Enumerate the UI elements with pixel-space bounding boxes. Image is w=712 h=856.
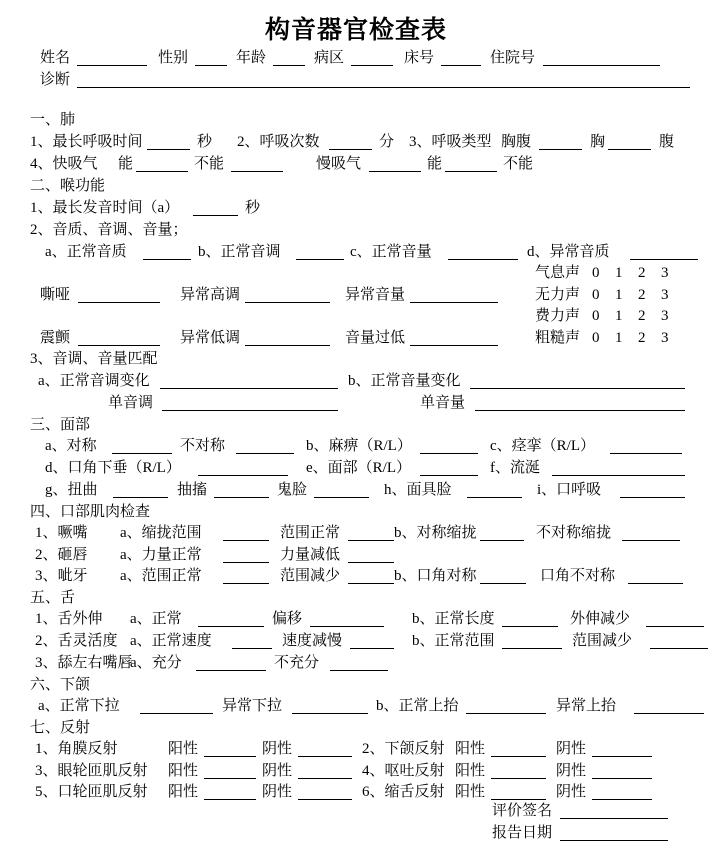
fill-blank[interactable]	[650, 633, 708, 649]
field-label: 秒	[197, 134, 213, 150]
fill-blank[interactable]	[560, 803, 668, 819]
fill-blank[interactable]	[480, 568, 526, 584]
fill-blank[interactable]	[491, 784, 546, 800]
field-label: 三、面部	[30, 417, 91, 433]
field-label: 异常下拉	[222, 698, 283, 714]
field-label: 鬼脸	[277, 482, 308, 498]
field-label: a、缩拢范围	[120, 525, 202, 541]
report-date-row	[0, 823, 712, 844]
fill-blank[interactable]	[560, 825, 668, 841]
field-label: a、正常音质	[45, 244, 127, 260]
field-label: a、正常	[130, 611, 182, 627]
field-label: 2、砸唇	[35, 547, 88, 563]
fill-blank[interactable]	[162, 395, 338, 411]
field-label: 异常音量	[345, 287, 406, 303]
fill-blank[interactable]	[630, 244, 698, 260]
fill-blank[interactable]	[314, 482, 369, 498]
fill-blank[interactable]	[298, 741, 352, 757]
fill-blank[interactable]	[410, 287, 498, 303]
form-title: 构音器官检查表	[264, 17, 447, 44]
field-label: 1、最长呼吸时间	[30, 134, 143, 150]
fill-blank[interactable]	[112, 438, 172, 454]
field-label: 阴性	[556, 763, 587, 779]
fill-blank[interactable]	[622, 525, 680, 541]
field-label: 姓名	[40, 50, 71, 66]
fill-blank[interactable]	[420, 460, 478, 476]
fill-blank[interactable]	[608, 134, 651, 150]
fill-blank[interactable]	[310, 611, 384, 627]
field-label: 3、音调、音量匹配	[30, 351, 158, 367]
field-label: 异常高调	[180, 287, 241, 303]
rating-option[interactable]: 3	[661, 308, 669, 324]
fill-blank[interactable]	[348, 547, 394, 563]
field-label: 2、舌灵活度	[35, 633, 118, 649]
fill-blank[interactable]	[348, 525, 394, 541]
field-label: 五、舌	[30, 590, 76, 606]
fill-blank[interactable]	[634, 698, 704, 714]
fill-blank[interactable]	[502, 633, 562, 649]
field-label: 范围减少	[572, 633, 633, 649]
section-1-lungs-heading	[0, 110, 712, 131]
field-label: 性别	[158, 50, 189, 66]
field-label: a、对称	[45, 438, 97, 454]
fill-blank[interactable]	[445, 156, 497, 172]
field-label: a、正常速度	[130, 633, 212, 649]
rating-option[interactable]: 3	[661, 287, 669, 303]
fill-blank[interactable]	[448, 244, 518, 260]
field-label: 阴性	[262, 784, 293, 800]
field-label: 音量过低	[345, 330, 406, 346]
field-label: 床号	[404, 50, 435, 66]
fill-blank[interactable]	[77, 72, 690, 88]
field-label: 报告日期	[492, 825, 553, 841]
field-label: 震颤	[40, 330, 71, 346]
field-label: 阴性	[262, 741, 293, 757]
field-label: 秒	[245, 200, 261, 216]
rating-option[interactable]: 1	[615, 308, 623, 324]
field-label: 能	[427, 156, 443, 172]
field-label: 不对称	[180, 438, 226, 454]
rating-option[interactable]: 0	[592, 265, 600, 281]
field-label: 2、呼吸次数	[237, 134, 320, 150]
field-label: 无力声	[535, 287, 581, 303]
field-label: 粗糙声	[535, 330, 581, 346]
pitch-volume-match-heading	[0, 349, 712, 370]
fill-blank[interactable]	[628, 568, 683, 584]
show-teeth-row	[0, 566, 712, 587]
field-label: a、范围正常	[120, 568, 202, 584]
fill-blank[interactable]	[410, 330, 498, 346]
fill-blank[interactable]	[236, 438, 294, 454]
field-label: 范围减少	[280, 568, 341, 584]
field-label: 阴性	[556, 741, 587, 757]
field-label: b、麻痹（R/L）	[306, 438, 412, 454]
fill-blank[interactable]	[502, 611, 558, 627]
hoarse-row	[0, 285, 712, 306]
field-label: 1、舌外伸	[35, 611, 103, 627]
field-label: 年龄	[236, 50, 267, 66]
fill-blank[interactable]	[610, 438, 682, 454]
field-label: 阴性	[262, 763, 293, 779]
fill-blank[interactable]	[592, 784, 652, 800]
field-label: 不能	[194, 156, 225, 172]
fill-blank[interactable]	[552, 460, 685, 476]
fill-blank[interactable]	[441, 50, 481, 66]
fill-blank[interactable]	[195, 50, 227, 66]
field-label: 气息声	[535, 265, 581, 281]
rating-option[interactable]: 0	[592, 330, 600, 346]
field-label: 嘶哑	[40, 287, 71, 303]
fill-blank[interactable]	[369, 156, 421, 172]
max-phonation-time-row	[0, 198, 712, 219]
field-label: 能	[118, 156, 134, 172]
field-label: 分	[379, 134, 395, 150]
field-label: 3、呲牙	[35, 568, 88, 584]
field-label: 阳性	[168, 741, 199, 757]
field-label: 不对称缩拢	[536, 525, 612, 541]
field-label: b、正常音调	[198, 244, 281, 260]
section-4-oral-muscles-heading	[0, 502, 712, 523]
fill-blank[interactable]	[193, 200, 238, 216]
field-label: 力量减低	[280, 547, 341, 563]
rating-option[interactable]: 0	[592, 287, 600, 303]
breathy-voice-rating-row	[0, 263, 712, 284]
field-label: 3、舔左右嘴唇	[35, 655, 133, 671]
field-label: 5、口轮匝肌反射	[35, 784, 148, 800]
diagnosis-row	[0, 70, 712, 91]
face-symmetry-row	[0, 436, 712, 457]
fill-blank[interactable]	[329, 134, 372, 150]
field-label: a、正常音调变化	[38, 373, 150, 389]
tremor-row	[0, 328, 712, 349]
fill-blank[interactable]	[143, 244, 191, 260]
field-label: 二、喉功能	[30, 178, 106, 194]
fill-blank[interactable]	[78, 287, 160, 303]
reflex-row-3	[0, 782, 712, 803]
fill-blank[interactable]	[147, 134, 190, 150]
fill-blank[interactable]	[136, 156, 188, 172]
fill-blank[interactable]	[480, 525, 524, 541]
fill-blank[interactable]	[232, 633, 272, 649]
field-label: 2、音质、音调、音量；	[30, 222, 188, 238]
fill-blank[interactable]	[198, 460, 288, 476]
field-label: 速度减慢	[282, 633, 343, 649]
pout-row	[0, 523, 712, 544]
field-label: b、正常音量变化	[348, 373, 461, 389]
jaw-row	[0, 696, 712, 717]
lungs-inhale-row	[0, 154, 712, 175]
field-label: a、正常下拉	[38, 698, 120, 714]
field-label: b、口角对称	[394, 568, 477, 584]
fill-blank[interactable]	[245, 330, 330, 346]
field-label: d、异常音质	[527, 244, 610, 260]
fill-blank[interactable]	[351, 50, 393, 66]
field-label: 住院号	[490, 50, 536, 66]
field-label: 1、噘嘴	[35, 525, 88, 541]
fill-blank[interactable]	[491, 741, 546, 757]
voice-quality-heading	[0, 220, 712, 241]
fill-blank[interactable]	[330, 655, 388, 671]
face-droop-row	[0, 458, 712, 479]
reflex-row-2	[0, 761, 712, 782]
field-label: 腹	[659, 134, 675, 150]
tongue-agility-row	[0, 631, 712, 652]
field-label: 4、呕吐反射	[362, 763, 445, 779]
fill-blank[interactable]	[543, 50, 660, 66]
lick-lips-row	[0, 653, 712, 674]
field-label: a、力量正常	[120, 547, 202, 563]
tongue-protrusion-row	[0, 609, 712, 630]
lungs-breathing-row	[0, 132, 712, 153]
fill-blank[interactable]	[231, 156, 283, 172]
reflex-row-1	[0, 739, 712, 760]
fill-blank[interactable]	[466, 698, 546, 714]
field-label: 范围正常	[280, 525, 341, 541]
field-label: 外伸减少	[570, 611, 631, 627]
fill-blank[interactable]	[196, 655, 266, 671]
field-label: 六、下颌	[30, 677, 91, 693]
field-label: 病区	[314, 50, 345, 66]
section-5-tongue-heading	[0, 588, 712, 609]
fill-blank[interactable]	[539, 134, 582, 150]
field-label: 阴性	[556, 784, 587, 800]
fill-blank[interactable]	[420, 438, 478, 454]
fill-blank[interactable]	[198, 611, 264, 627]
face-twist-row	[0, 480, 712, 501]
fill-blank[interactable]	[491, 763, 546, 779]
field-label: 3、眼轮匝肌反射	[35, 763, 148, 779]
fill-blank[interactable]	[592, 763, 652, 779]
section-3-face-heading	[0, 415, 712, 436]
rating-option[interactable]: 1	[615, 265, 623, 281]
fill-blank[interactable]	[223, 568, 269, 584]
fill-blank[interactable]	[348, 568, 394, 584]
strained-voice-rating-row	[0, 306, 712, 327]
field-label: 单音调	[108, 395, 154, 411]
fill-blank[interactable]	[204, 741, 256, 757]
fill-blank[interactable]	[292, 698, 368, 714]
field-label: a、充分	[130, 655, 182, 671]
section-2-larynx-heading	[0, 176, 712, 197]
field-label: 4、快吸气	[30, 156, 98, 172]
field-label: f、流涎	[490, 460, 540, 476]
field-label: g、扭曲	[45, 482, 98, 498]
field-label: e、面部（R/L）	[306, 460, 411, 476]
fill-blank[interactable]	[223, 547, 269, 563]
field-label: 阳性	[455, 763, 486, 779]
fill-blank[interactable]	[273, 50, 305, 66]
field-label: 抽搐	[177, 482, 208, 498]
rating-option[interactable]: 0	[592, 308, 600, 324]
field-label: 胸	[590, 134, 606, 150]
fill-blank[interactable]	[296, 244, 344, 260]
rating-option[interactable]: 3	[661, 330, 669, 346]
section-7-reflex-heading	[0, 718, 712, 739]
field-label: 胸腹	[501, 134, 532, 150]
fill-blank[interactable]	[113, 482, 168, 498]
fill-blank[interactable]	[475, 395, 685, 411]
rating-option[interactable]: 3	[661, 265, 669, 281]
fill-blank[interactable]	[592, 741, 652, 757]
field-label: 四、口部肌肉检查	[30, 504, 151, 520]
field-label: 阳性	[168, 784, 199, 800]
field-label: d、口角下垂（R/L）	[45, 460, 181, 476]
field-label: 1、角膜反射	[35, 741, 118, 757]
field-label: 异常低调	[180, 330, 241, 346]
rating-option[interactable]: 2	[638, 330, 646, 346]
field-label: 6、缩舌反射	[362, 784, 445, 800]
field-label: c、痉挛（R/L）	[490, 438, 595, 454]
field-label: 口角不对称	[540, 568, 616, 584]
rating-option[interactable]: 2	[638, 287, 646, 303]
field-label: h、面具脸	[384, 482, 452, 498]
fill-blank[interactable]	[350, 633, 394, 649]
fill-blank[interactable]	[467, 482, 522, 498]
field-label: 不充分	[274, 655, 320, 671]
rating-option[interactable]: 1	[615, 287, 623, 303]
field-label: b、对称缩拢	[394, 525, 477, 541]
fill-blank[interactable]	[298, 763, 352, 779]
fill-blank[interactable]	[620, 482, 685, 498]
section-6-jaw-heading	[0, 675, 712, 696]
lip-smack-row	[0, 545, 712, 566]
field-label: 评价签名	[492, 803, 553, 819]
fill-blank[interactable]	[78, 330, 160, 346]
field-label: c、正常音量	[350, 244, 432, 260]
rating-option[interactable]: 1	[615, 330, 623, 346]
field-label: 2、下颌反射	[362, 741, 445, 757]
rating-option[interactable]: 2	[638, 308, 646, 324]
field-label: 1、最长发音时间（a）	[30, 200, 180, 216]
fill-blank[interactable]	[214, 482, 269, 498]
fill-blank[interactable]	[298, 784, 352, 800]
evaluator-signature-row	[0, 801, 712, 822]
field-label: 七、反射	[30, 720, 91, 736]
field-label: 阳性	[455, 784, 486, 800]
field-label: b、正常长度	[412, 611, 495, 627]
rating-option[interactable]: 2	[638, 265, 646, 281]
fill-blank[interactable]	[160, 373, 338, 389]
field-label: 费力声	[535, 308, 581, 324]
normal-pitch-change-row	[0, 371, 712, 392]
normal-voice-row	[0, 242, 712, 263]
field-label: 偏移	[272, 611, 303, 627]
fill-blank[interactable]	[223, 525, 269, 541]
field-label: i、口呼吸	[537, 482, 602, 498]
field-label: 诊断	[40, 72, 71, 88]
field-label: 阳性	[455, 741, 486, 757]
fill-blank[interactable]	[140, 698, 213, 714]
field-label: 异常上抬	[556, 698, 617, 714]
field-label: 阳性	[168, 763, 199, 779]
fill-blank[interactable]	[77, 50, 147, 66]
field-label: 一、肺	[30, 112, 76, 128]
field-label: 不能	[503, 156, 534, 172]
field-label: b、正常上抬	[376, 698, 459, 714]
field-label: b、正常范围	[412, 633, 495, 649]
fill-blank[interactable]	[204, 784, 256, 800]
monopitch-row	[0, 393, 712, 414]
field-label: 单音量	[420, 395, 466, 411]
fill-blank[interactable]	[646, 611, 704, 627]
fill-blank[interactable]	[245, 287, 330, 303]
field-label: 3、呼吸类型	[409, 134, 492, 150]
field-label: 慢吸气	[316, 156, 362, 172]
fill-blank[interactable]	[204, 763, 256, 779]
patient-info-row	[0, 48, 712, 69]
fill-blank[interactable]	[470, 373, 685, 389]
